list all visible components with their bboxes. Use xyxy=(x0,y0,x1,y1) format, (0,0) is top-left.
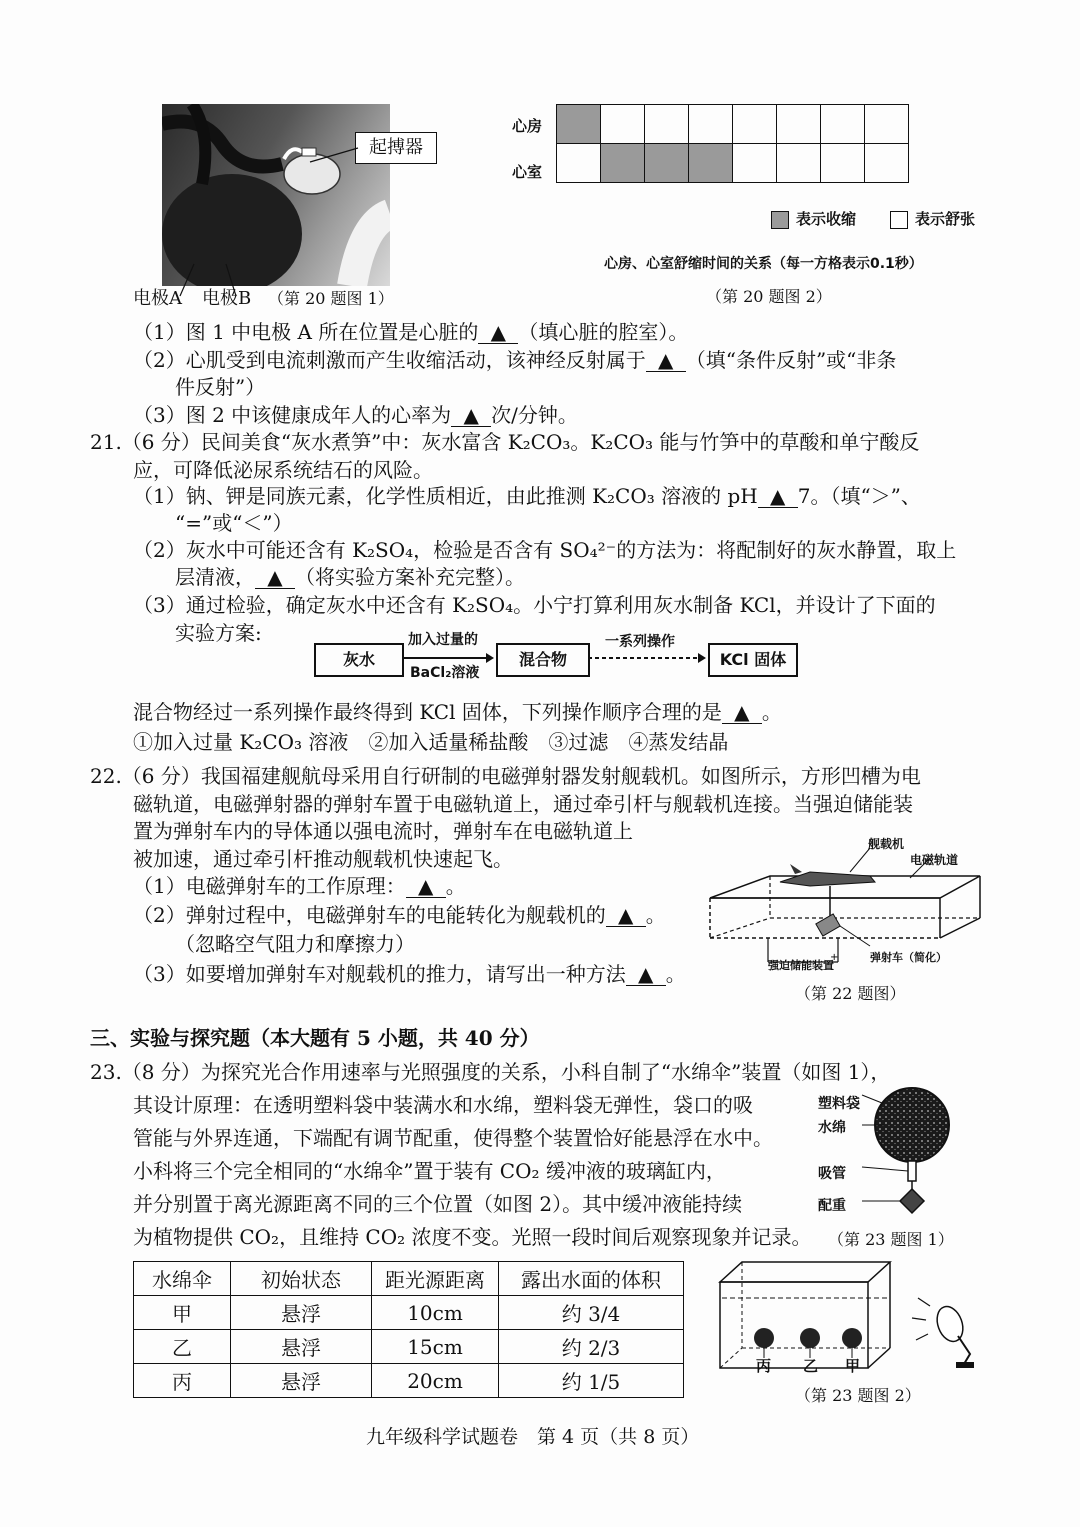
fig23-weight-label: 配重 xyxy=(818,1198,846,1214)
answer-blank[interactable]: ▲ xyxy=(451,404,491,427)
ventricle-cell xyxy=(777,144,821,183)
ventricle-cell xyxy=(821,144,865,183)
fig23-label-a: 甲 xyxy=(845,1357,861,1375)
atrium-cell xyxy=(557,105,601,144)
answer-blank[interactable]: ▲ xyxy=(626,963,666,986)
table-cell: 约 1/5 xyxy=(499,1364,684,1398)
table-header-cell: 距光源距离 xyxy=(372,1262,499,1296)
flow-box-mixture: 混合物 xyxy=(496,643,590,677)
q23-stem-3: 管能与外界连通，下端配有调节配重，使得整个装置恰好能悬浮在水中。 xyxy=(133,1126,773,1150)
pacemaker-callout-box xyxy=(355,132,437,164)
experiment-results-table xyxy=(133,1261,684,1398)
answer-blank[interactable]: ▲ xyxy=(606,904,646,927)
fig20-2-caption: （第 20 题图 2） xyxy=(706,287,832,306)
legend-contract-swatch xyxy=(771,211,789,229)
svg-text:+: + xyxy=(830,952,839,963)
fig22-track-label: 电磁轨道 xyxy=(910,853,959,867)
q21-stem-cont: 应，可降低泌尿系统结石的风险。 xyxy=(133,458,433,482)
q21-part3: （3）通过检验，确定灰水中还含有 K₂SO₄。小宁打算利用灰水制备 KCl，并设计了下面的 xyxy=(133,593,936,617)
q21-part3-cont: 实验方案: xyxy=(175,621,262,645)
q22-part1: （1）电磁弹射车的工作原理： ▲ 。 xyxy=(133,874,466,898)
q20-part3: （3）图 2 中该健康成年人的心率为 ▲ 次/分钟。 xyxy=(133,403,578,427)
q21-part1-cont: “=”或“＜”） xyxy=(175,511,293,535)
flow-arrow1-top-label: 加入过量的 xyxy=(408,632,478,648)
answer-blank[interactable]: ▲ xyxy=(758,485,798,508)
legend-relax-label: 表示舒张 xyxy=(915,210,976,228)
q20-part2: （2）心肌受到电流刺激而产生收缩活动，该神经反射属于 ▲ （填“条件反射”或“非条 xyxy=(133,348,897,372)
table-row xyxy=(134,1330,684,1364)
answer-blank[interactable]: ▲ xyxy=(255,566,295,589)
fig23-bag-label: 塑料袋 xyxy=(818,1096,860,1112)
row-atrium-label: 心房 xyxy=(512,117,543,135)
q21-stem: 21.（6 分）民间美食“灰水煮笋”中：灰水富含 K₂CO₃。K₂CO₃ 能与竹笋中的草酸和单宁酸反 xyxy=(90,430,920,454)
q22-stem-3: 置为弹射车内的导体通以强电流时，弹射车在电磁轨道上 xyxy=(133,819,633,843)
table-cell: 丙 xyxy=(134,1364,231,1398)
flow-arrow2-top-label: 一系列操作 xyxy=(605,634,675,650)
table-row xyxy=(134,1364,684,1398)
legend-contract-label: 表示收缩 xyxy=(796,210,857,228)
ventricle-row xyxy=(557,144,909,183)
table-cell: 甲 xyxy=(134,1296,231,1330)
answer-blank[interactable]: ▲ xyxy=(646,349,686,372)
q22-stem-2: 磁轨道，电磁弹射器的弹射车置于电磁轨道上，通过牵引杆与舰载机连接。当强迫储能装 xyxy=(133,792,913,816)
fig22-storage-label: 强迫储能装置 xyxy=(768,959,834,972)
q23-stem-2: 其设计原理：在透明塑料袋中装满水和水绵，塑料袋无弹性，袋口的吸 xyxy=(133,1093,753,1117)
ventricle-cell xyxy=(645,144,689,183)
q22-part2: （2）弹射过程中，电磁弹射车的电能转化为舰载机的 ▲ 。 xyxy=(133,903,666,927)
q21-question: 混合物经过一系列操作最终得到 KCl 固体，下列操作顺序合理的是 ▲ 。 xyxy=(133,700,782,724)
q22-part3: （3）如要增加弹射车对舰载机的推力，请写出一种方法 ▲ 。 xyxy=(133,962,686,986)
table-cell: 约 3/4 xyxy=(499,1296,684,1330)
answer-blank[interactable]: ▲ xyxy=(478,321,518,344)
table-cell: 约 2/3 xyxy=(499,1330,684,1364)
pacemaker-callout-label: 起搏器 xyxy=(369,137,423,158)
q22-stem: 22.（6 分）我国福建舰航母采用自行研制的电磁弹射器发射舰载机。如图所示，方形凹槽为电 xyxy=(90,764,921,788)
ventricle-cell xyxy=(689,144,733,183)
fig23-2-caption: （第 23 题图 2） xyxy=(795,1386,921,1405)
q20-part2-cont: 件反射”） xyxy=(175,375,266,399)
q23-stem-6: 为植物提供 CO₂，且维持 CO₂ 浓度不变。光照一段时间后观察现象并记录。 xyxy=(133,1225,812,1249)
table-cell: 10cm xyxy=(372,1296,499,1330)
atrium-cell xyxy=(733,105,777,144)
fig22-cart-label: 弹射车（简化） xyxy=(870,951,947,964)
q21-part2: （2）灰水中可能还含有 K₂SO₄，检验是否含有 SO₄²⁻的方法为：将配制好的灰水静置，取上 xyxy=(133,538,957,562)
table-cell: 悬浮 xyxy=(231,1330,372,1364)
table-header-cell: 初始状态 xyxy=(231,1262,372,1296)
atrium-cell xyxy=(601,105,645,144)
q20-part1: （1）图 1 中电极 A 所在位置是心脏的 ▲ （填心脏的腔室）。 xyxy=(133,320,689,344)
ventricle-cell xyxy=(733,144,777,183)
fig23-1-caption: （第 23 题图 1） xyxy=(828,1230,954,1249)
table-cell: 悬浮 xyxy=(231,1296,372,1330)
q23-stem-4: 小科将三个完全相同的“水绵伞”置于装有 CO₂ 缓冲液的玻璃缸内， xyxy=(133,1159,726,1183)
atrium-row xyxy=(557,105,909,144)
table-cell: 悬浮 xyxy=(231,1364,372,1398)
electrode-b-label: 电极B xyxy=(202,288,252,309)
table-header-cell: 露出水面的体积 xyxy=(499,1262,684,1296)
q22-stem-4: 被加速，通过牵引杆推动舰载机快速起飞。 xyxy=(133,847,513,871)
ventricle-cell xyxy=(601,144,645,183)
q23-stem-5: 并分别置于离光源距离不同的三个位置（如图 2）。其中缓冲液能持续 xyxy=(133,1192,743,1216)
heart-timing-grid xyxy=(556,104,909,183)
table-cell: 乙 xyxy=(134,1330,231,1364)
answer-blank[interactable]: ▲ xyxy=(722,701,762,724)
fig23-straw-label: 吸管 xyxy=(818,1166,846,1182)
ventricle-cell xyxy=(865,144,909,183)
q23-stem: 23.（8 分）为探究光合作用速率与光照强度的关系，小科自制了“水绵伞”装置（如图 1）， xyxy=(90,1060,891,1084)
page-footer: 九年级科学试题卷 第 4 页（共 8 页） xyxy=(366,1426,700,1448)
grid-title: 心房、心室舒缩时间的关系（每一方格表示0.1秒） xyxy=(604,256,923,272)
fig22-plane-label: 舰载机 xyxy=(868,837,905,851)
flow-arrow-2-dashed xyxy=(588,650,706,666)
q21-part1: （1）钠、钾是同族元素，化学性质相近，由此推测 K₂CO₃ 溶液的 pH ▲ 7。（填“＞”、 xyxy=(133,484,921,508)
fig23-label-b: 乙 xyxy=(803,1357,819,1375)
table-header-cell: 水绵伞 xyxy=(134,1262,231,1296)
water-umbrella-device xyxy=(860,1085,960,1220)
atrium-cell xyxy=(865,105,909,144)
fig23-label-c: 丙 xyxy=(756,1357,772,1375)
ventricle-cell xyxy=(557,144,601,183)
atrium-cell xyxy=(821,105,865,144)
atrium-cell xyxy=(689,105,733,144)
q21-part2-cont: 层清液， ▲ （将实验方案补充完整）。 xyxy=(175,565,525,589)
q22-part2-note: （忽略空气阻力和摩擦力） xyxy=(175,932,415,956)
flow-arrow1-bottom-label: BaCl₂溶液 xyxy=(410,665,480,681)
table-header-row xyxy=(134,1262,684,1296)
table-cell: 15cm xyxy=(372,1330,499,1364)
row-ventricle-label: 心室 xyxy=(512,163,543,181)
table-cell: 20cm xyxy=(372,1364,499,1398)
atrium-cell xyxy=(777,105,821,144)
atrium-cell xyxy=(645,105,689,144)
electrode-a-label: 电极A xyxy=(133,288,182,309)
answer-blank[interactable]: ▲ xyxy=(406,875,446,898)
fig23-algae-label: 水绵 xyxy=(818,1120,846,1136)
flow-box-ash-water: 灰水 xyxy=(314,643,404,677)
flow-box-kcl-solid: KCl 固体 xyxy=(708,643,798,677)
callout-pointer xyxy=(300,140,360,170)
q21-options: ①加入过量 K₂CO₃ 溶液 ②加入适量稀盐酸 ③过滤 ④蒸发结晶 xyxy=(133,730,729,754)
fig20-1-caption: （第 20 题图 1） xyxy=(268,289,394,308)
table-row xyxy=(134,1296,684,1330)
section-3-heading: 三、实验与探究题（本大题有 5 小题，共 40 分） xyxy=(90,1026,540,1050)
fig22-caption: （第 22 题图） xyxy=(795,984,906,1003)
legend-relax-swatch xyxy=(890,211,908,229)
